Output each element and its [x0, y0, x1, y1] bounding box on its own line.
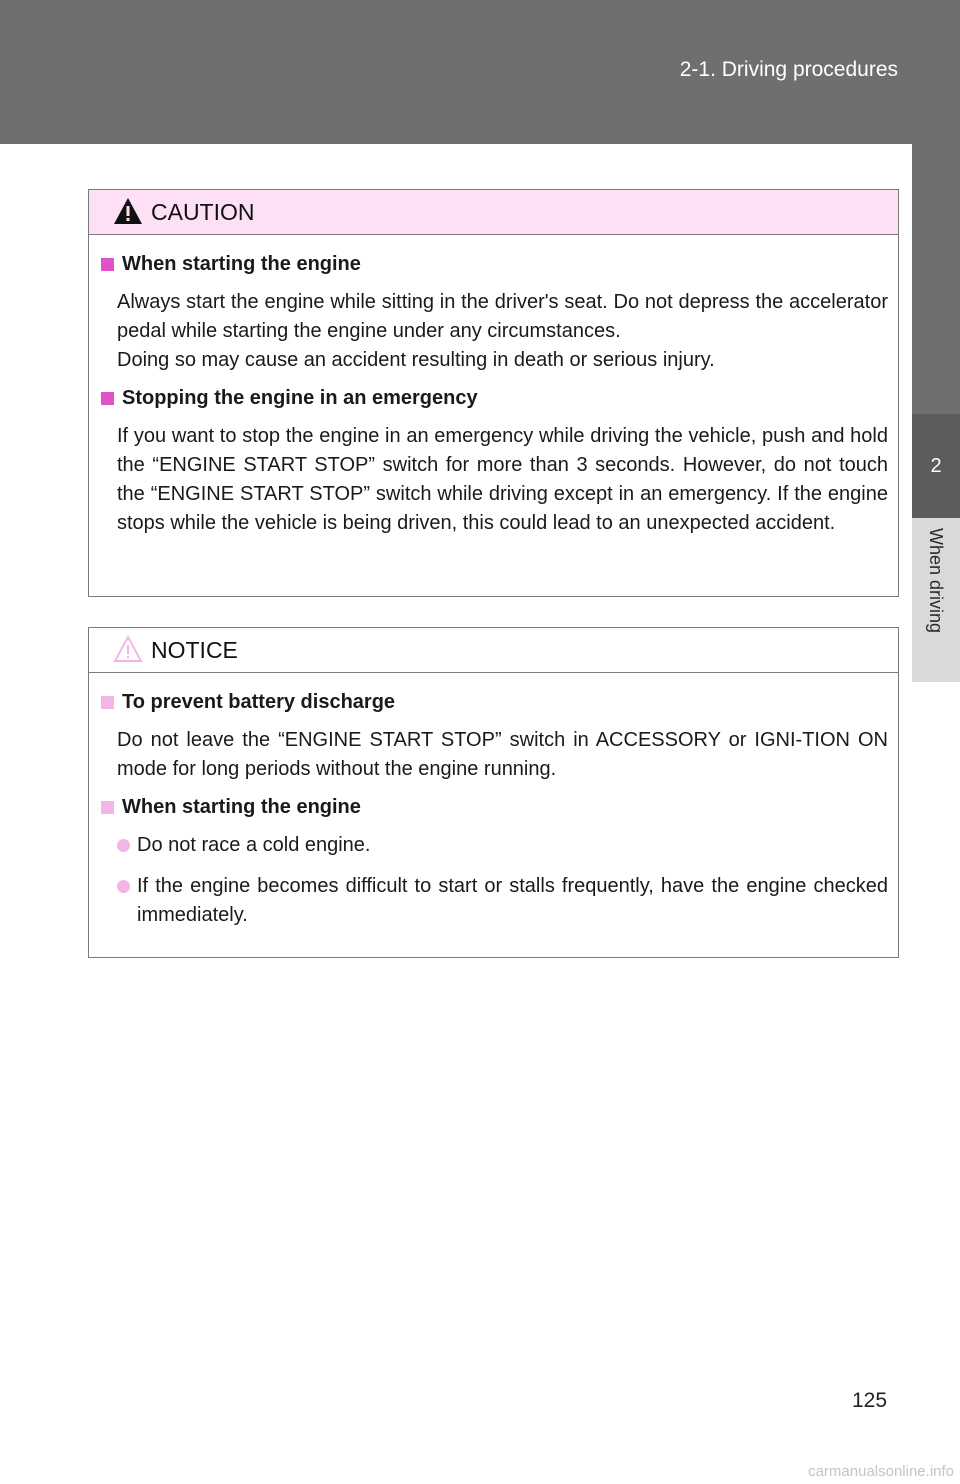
caution-heading-emergency: Stopping the engine in an emergency [101, 387, 888, 410]
watermark: carmanualsonline.info [808, 1463, 954, 1480]
notice-body [89, 673, 898, 960]
caution-paragraph: Always start the engine while sitting in the driver's seat. Do not depress the accelerator pedal while starting the engine under any circumstances. [117, 291, 888, 342]
notice-box [88, 627, 899, 958]
warning-outline-icon [113, 634, 143, 669]
square-bullet-icon [101, 696, 114, 709]
list-item: Do not race a cold engine. [117, 831, 888, 860]
square-bullet-icon [101, 392, 114, 405]
square-bullet-icon [101, 801, 114, 814]
chapter-label-tab [912, 518, 960, 682]
section-title: 2-1. Driving procedures [679, 58, 898, 81]
caution-body [89, 235, 898, 568]
caution-paragraph: Doing so may cause an accident resulting in death or serious injury. [117, 349, 715, 371]
chapter-label: When driving [926, 528, 946, 634]
chapter-number-tab [912, 414, 960, 518]
notice-heading-battery: To prevent battery discharge [101, 691, 888, 714]
list-item: If the engine becomes difficult to start or stalls frequently, have the engine checked immediately. [117, 872, 888, 930]
circle-bullet-icon [117, 839, 130, 852]
page-number: 125 [852, 1389, 888, 1412]
circle-bullet-icon [117, 880, 130, 893]
caution-heading-starting: When starting the engine [101, 253, 888, 276]
warning-triangle-icon [113, 196, 143, 231]
caution-header [89, 190, 898, 235]
caution-box [88, 189, 899, 597]
notice-title: NOTICE [151, 637, 238, 663]
notice-header [89, 628, 898, 673]
notice-paragraph: Do not leave the “ENGINE START STOP” switch in ACCESSORY or IGNI-TION ON mode for long periods without the engine running. [117, 729, 888, 780]
chapter-number: 2 [930, 454, 942, 477]
side-tab-spacer [912, 144, 960, 414]
caution-paragraph: If you want to stop the engine in an emergency while driving the vehicle, push and hold the “ENGINE START STOP” switch for more than 3 seconds. However, do not touch the “ENGINE START STOP” switch while driving except in an emergency. If the engine stops while the vehicle is being driven, this could lead to an unexpected accident. [117, 425, 888, 534]
caution-title: CAUTION [151, 199, 255, 225]
square-bullet-icon [101, 258, 114, 271]
notice-heading-starting: When starting the engine [101, 796, 888, 819]
